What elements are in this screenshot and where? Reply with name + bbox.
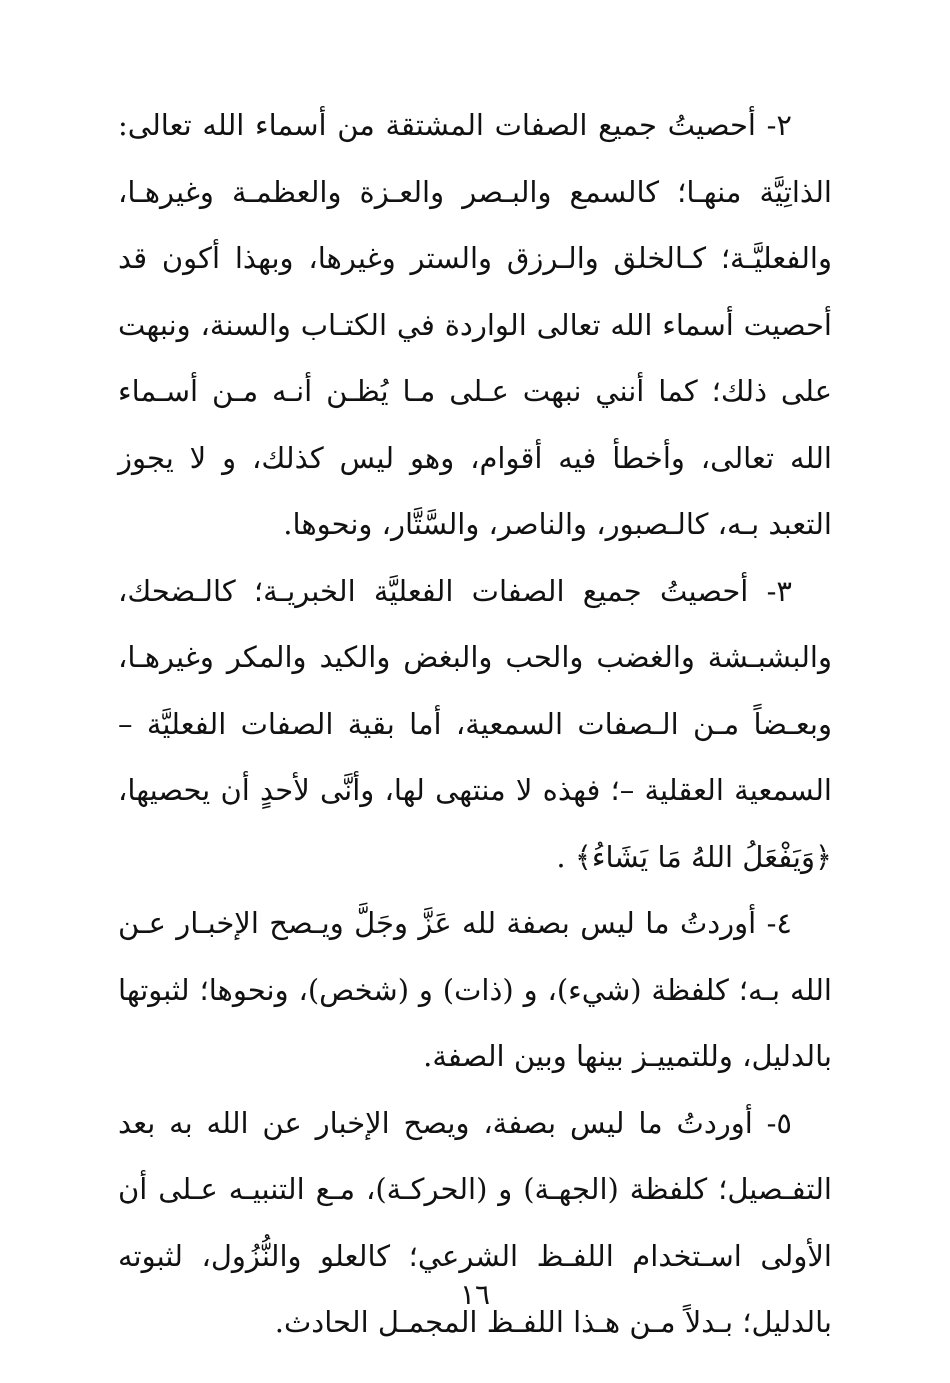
paragraph-5: ٥- أوردتُ ما ليس بصفة، ويصح الإخبار عن الله به بعد التفـصيل؛ كلفظة (الجهـة) و (الحركـة)، مـع التنبيـه عـلى أن الأولى اسـتخدام اللفـظ الشرعي؛ كالعلو والنُّزُول، لثبوته بالدليل؛ بـدلاً مـن هـذا اللفـظ المجمـل الحادث. xyxy=(118,1105,832,1339)
paragraph-3: ٣- أحصيتُ جميع الصفات الفعليَّة الخبريـة؛ كالـضحك، والبشبـشة والغضب والحب والبغض والكيد والمكر وغيرهـا، وبعـضاً مـن الـصفات السمعية، أما بقية الصفات الفعليَّة – السمعية العقلية –؛ فهذه لا منتهى لها، وأنَّى لأحدٍ أن يحصيها، ﴿وَيَفْعَلُ اللهُ مَا يَشَاءُ﴾ . xyxy=(118,573,832,874)
paragraph-2: ٢- أحصيتُ جميع الصفات المشتقة من أسماء الله تعالى: الذاتِيَّة منهـا؛ كالسمع والبـصر والعـزة والعظمـة وغيرهـا، والفعليَّـة؛ كـالخلق والـرزق والستر وغيرها، وبهذا أكون قد أحصيت أسماء الله تعالى الواردة في الكتـاب والسنة، ونبهت على ذلك؛ كما أنني نبهت عـلى مـا يُظـن أنـه مـن أسـماء الله تعالى، وأخطأ فيه أقوام، وهو ليس كذلك، و لا يجوز التعبد بـه، كالـصبور، والناصر، والسَّتَّار، ونحوها. xyxy=(118,108,832,541)
body-text xyxy=(118,92,832,1356)
paragraph-4: ٤- أوردتُ ما ليس بصفة لله عَزَّ وجَلَّ ويـصح الإخبـار عـن الله بـه؛ كلفظة (شيء)، و (ذات) و (شخص)، ونحوها؛ لثبوتها بالدليل، وللتمييـز بينها وبين الصفة. xyxy=(118,906,832,1073)
page-number: ١٦ xyxy=(459,1278,491,1311)
